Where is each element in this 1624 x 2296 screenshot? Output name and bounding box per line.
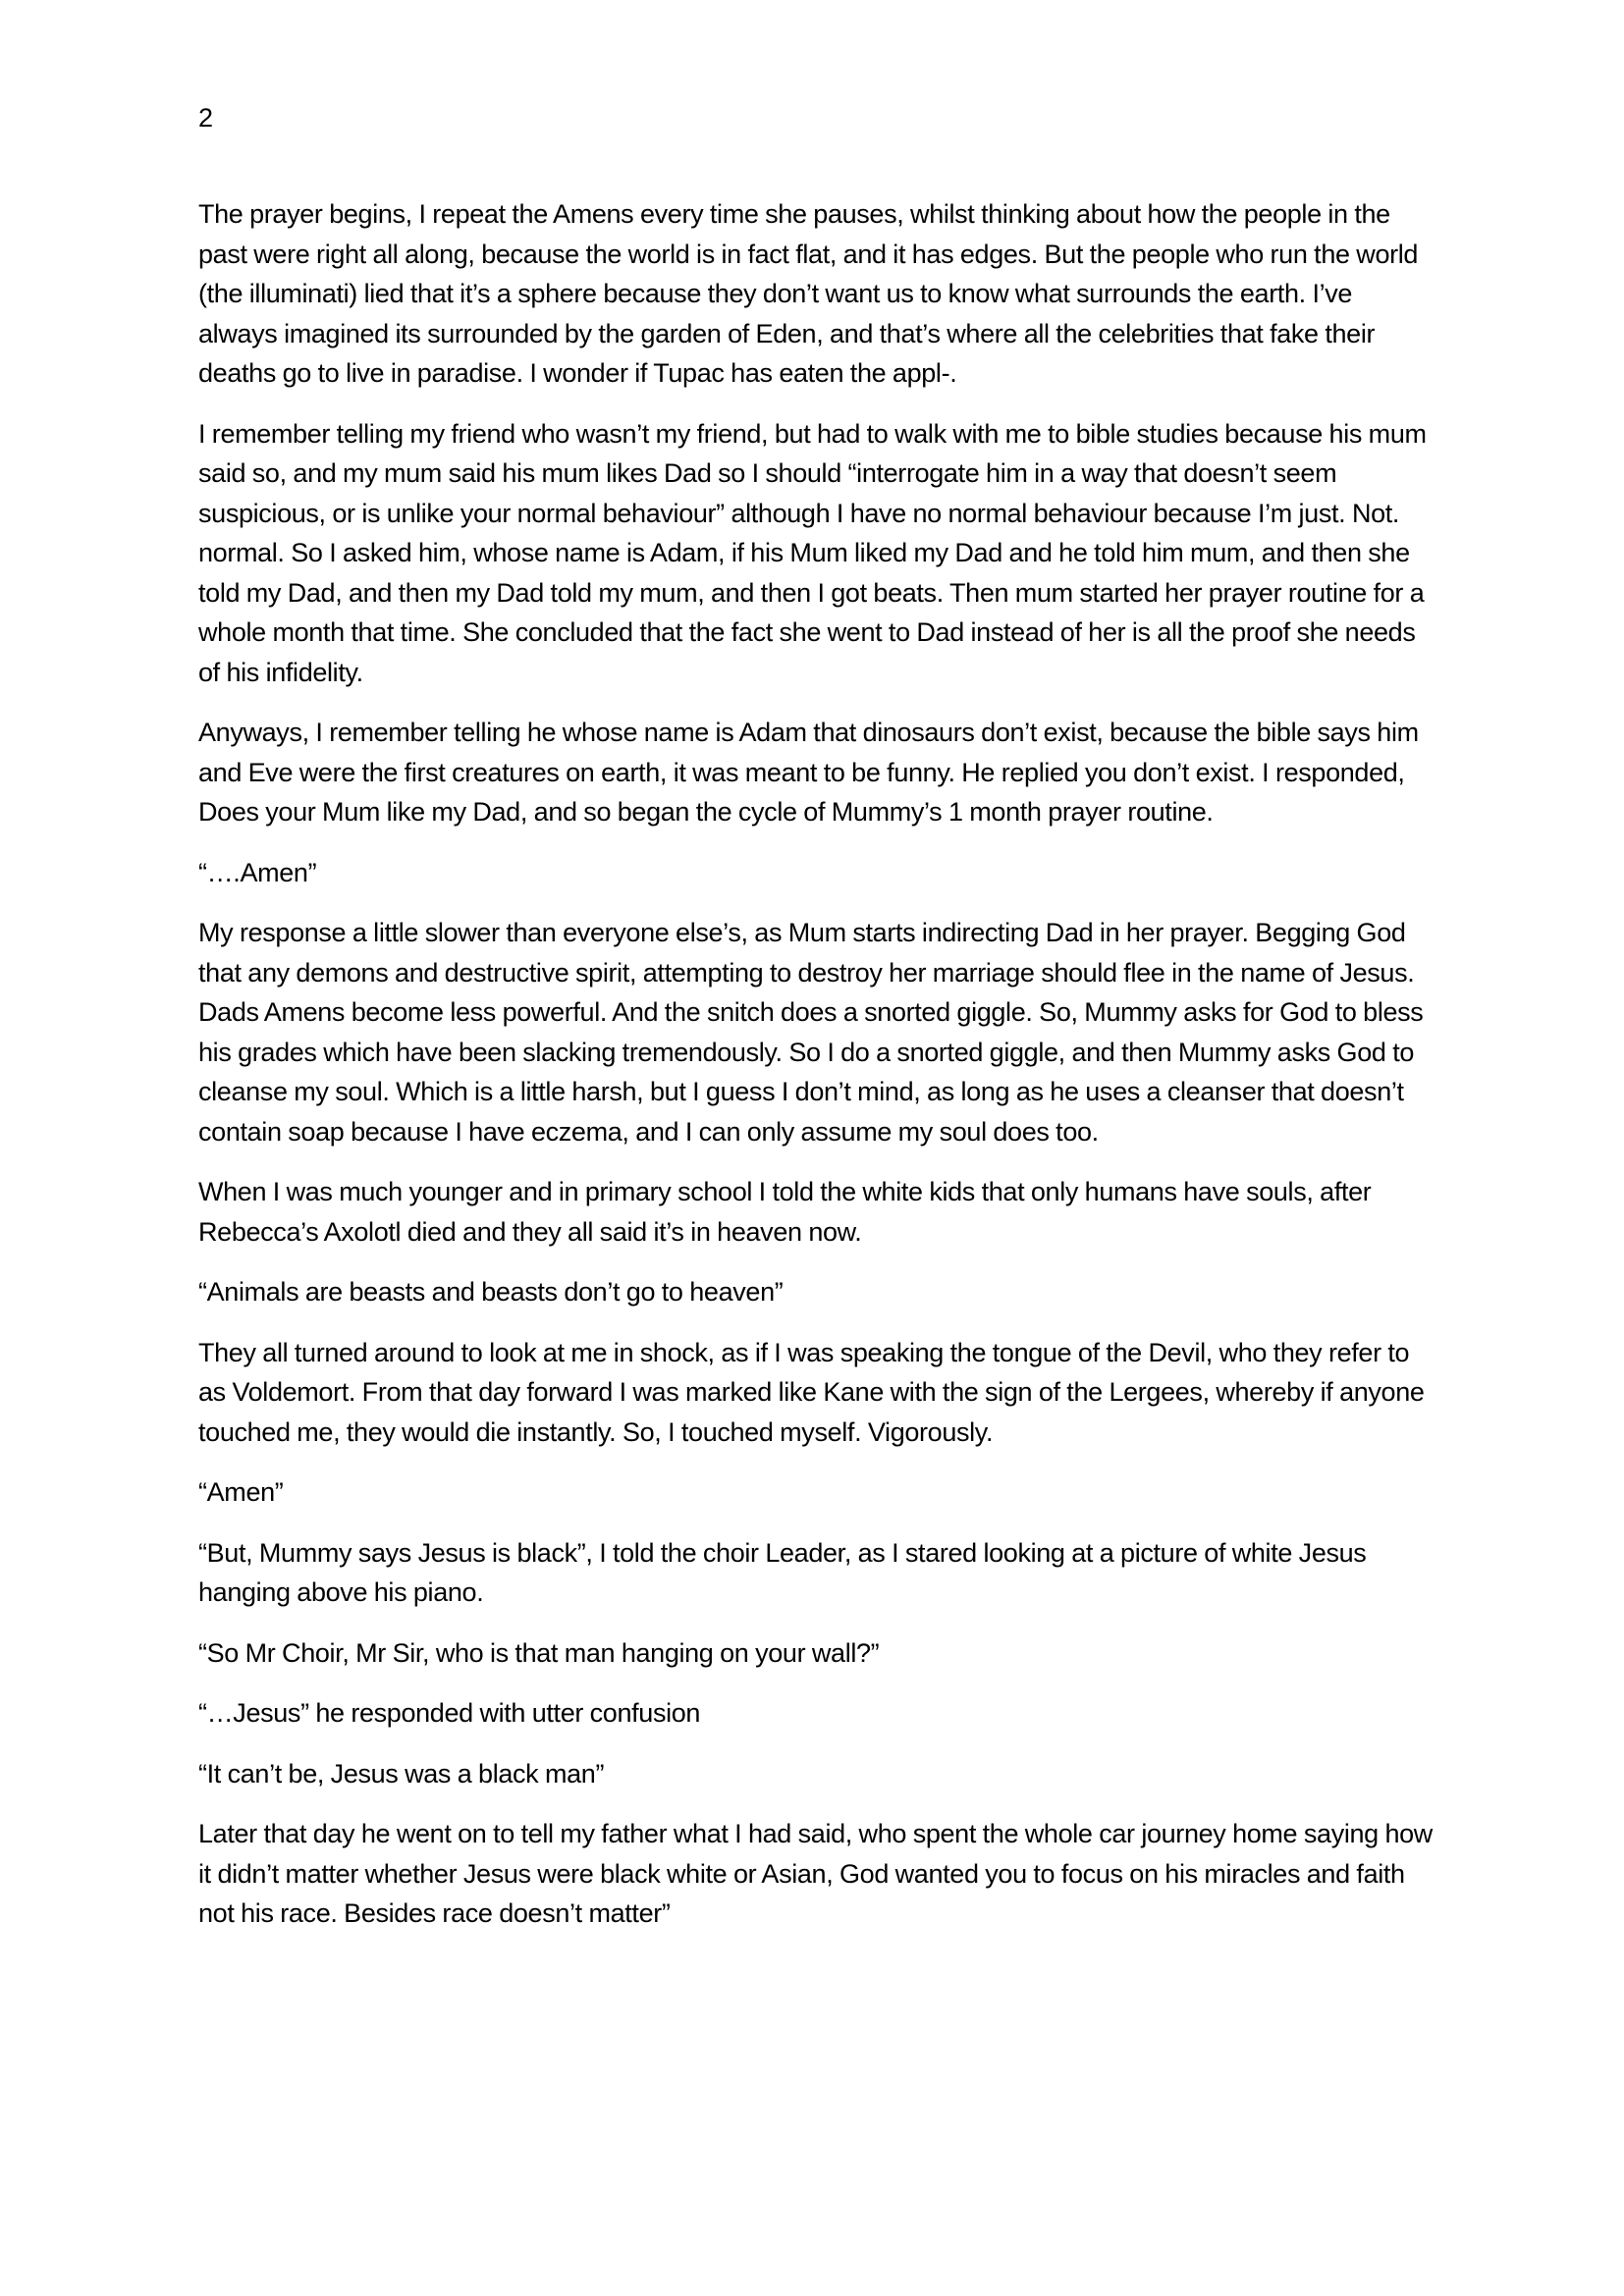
paragraph: When I was much younger and in primary school I told the white kids that only humans have souls, after Rebecca’s Axolotl died and they all said it’s in heaven now. <box>198 1177 1372 1247</box>
dialogue-line: “…Jesus” he responded with utter confusion <box>198 1698 701 1728</box>
paragraph: The prayer begins, I repeat the Amens every time she pauses, whilst thinking about how the people in the past were right all along, because the world is in fact flat, and it has edges. But the people who run the world (the illuminati) lied that it’s a sphere because they don’t want us to know what surrounds the earth. I’ve always imagined its surrounded by the garden of Eden, and that’s where all the celebrities that fake their deaths go to live in paradise. I wonder if Tupac has eaten the appl-. <box>198 199 1419 388</box>
paragraph: I remember telling my friend who wasn’t my friend, but had to walk with me to bible studies because his mum said so, and my mum said his mum likes Dad so I should “interrogate him in a way that doesn’t seem suspicious, or is unlike your normal behaviour” although I have no normal behaviour because I’m just. Not. normal. So I asked him, whose name is Adam, if his Mum liked my Dad and he told him mum, and then she told my Dad, and then my Dad told my mum, and then I got beats. Then mum started her prayer routine for a whole month that time. She concluded that the fact she went to Dad instead of her is all the proof she needs of his infidelity. <box>198 418 1427 687</box>
paragraph: They all turned around to look at me in shock, as if I was speaking the tongue of the Devil, who they refer to as Voldemort. From that day forward I was marked like Kane with the sign of the Lergees, whereby if anyone touched me, they would die instantly. So, I touched myself. Vigorously. <box>198 1337 1425 1447</box>
body-text <box>198 194 1434 1954</box>
dialogue-line: “….Amen” <box>198 857 317 887</box>
paragraph: “But, Mummy says Jesus is black”, I told the choir Leader, as I stared looking at a picture of white Jesus hanging above his piano. <box>198 1537 1367 1607</box>
page-number: 2 <box>198 103 214 133</box>
dialogue-line: “It can’t be, Jesus was a black man” <box>198 1758 605 1789</box>
dialogue-line: “So Mr Choir, Mr Sir, who is that man hanging on your wall?” <box>198 1637 880 1668</box>
dialogue-line: “Amen” <box>198 1477 284 1507</box>
dialogue-line: “Animals are beasts and beasts don’t go to heaven” <box>198 1277 784 1307</box>
paragraph: My response a little slower than everyone else’s, as Mum starts indirecting Dad in her prayer. Begging God that any demons and destructive spirit, attempting to destroy her marriage should flee in the name of Jesus. Dads Amens become less powerful. And the snitch does a snorted giggle. So, Mummy asks for God to bless his grades which have been slacking tremendously. So I do a snorted giggle, and then Mummy asks God to cleanse my soul. Which is a little harsh, but I guess I don’t mind, as long as he uses a cleanser that doesn’t contain soap because I have eczema, and I can only assume my soul does too. <box>198 918 1424 1147</box>
paragraph: Later that day he went on to tell my father what I had said, who spent the whole car journey home saying how it didn’t matter whether Jesus were black white or Asian, God wanted you to focus on his miracles and faith not his race. Besides race doesn’t matter” <box>198 1819 1433 1928</box>
paragraph: Anyways, I remember telling he whose name is Adam that dinosaurs don’t exist, because the bible says him and Eve were the first creatures on earth, it was meant to be funny. He replied you don’t exist. I responded, Does your Mum like my Dad, and so began the cycle of Mummy’s 1 month prayer routine. <box>198 718 1419 827</box>
